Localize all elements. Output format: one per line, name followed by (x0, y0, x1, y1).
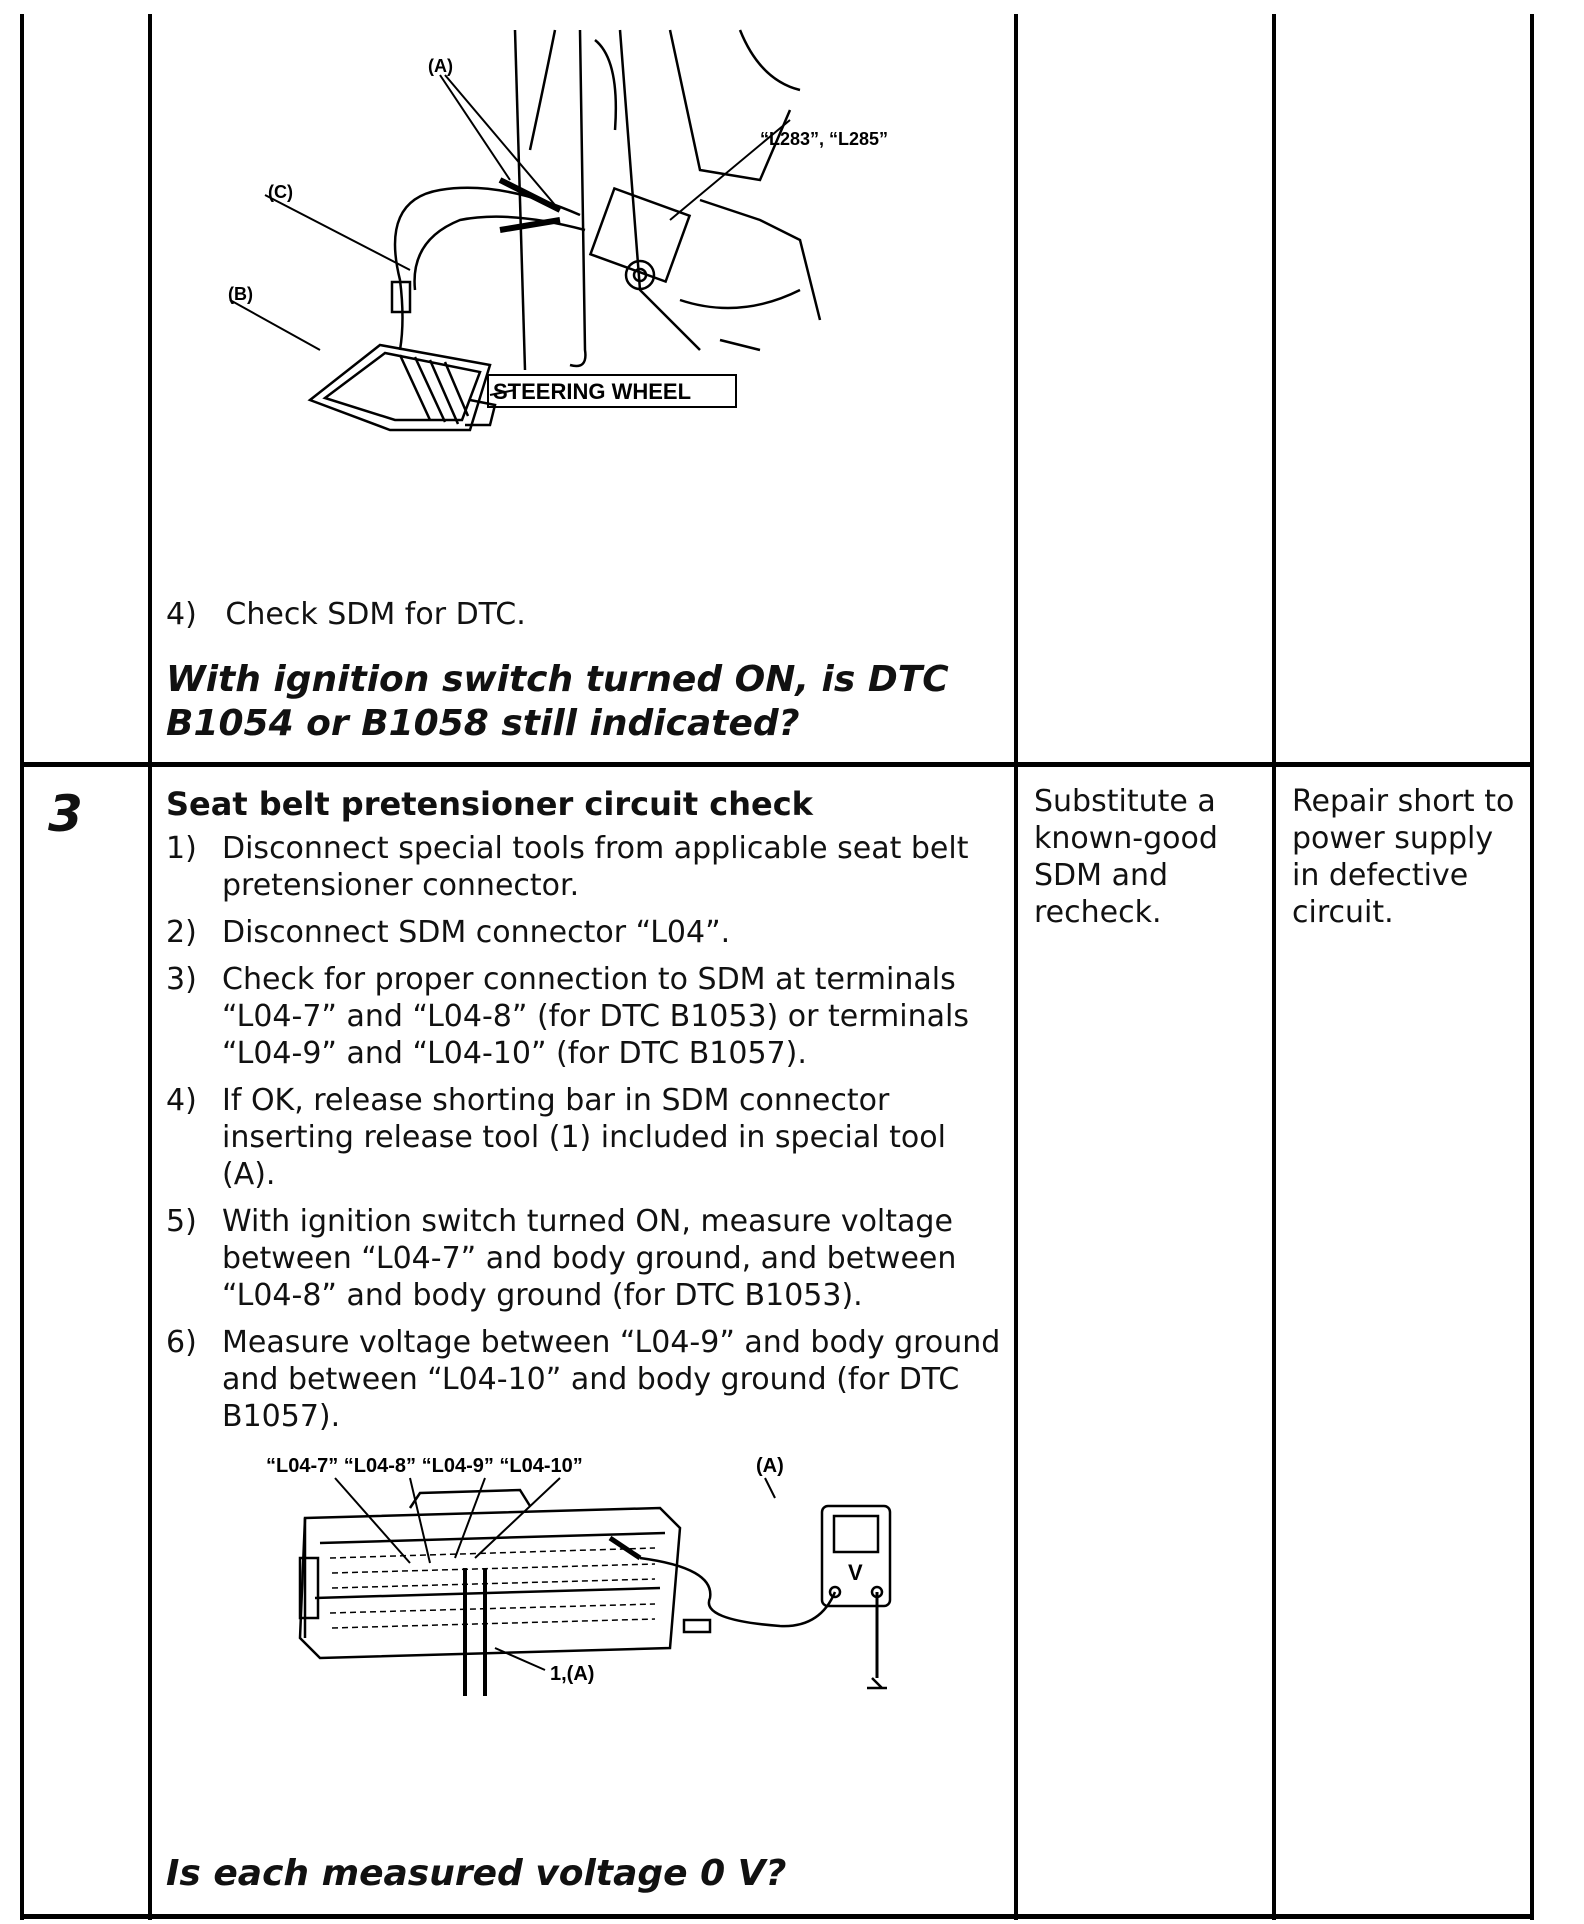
list-item (166, 830, 1002, 904)
prev-step-4-text: Check SDM for DTC. (225, 597, 526, 632)
list-item-text: Measure voltage between “L04-9” and body ground and between “L04-10” and body ground (for DTC B1057). (222, 1325, 1001, 1434)
step-list (166, 830, 1002, 1445)
list-item-num: 6) (166, 1325, 197, 1360)
sdm-connector-diagram (260, 1448, 920, 1708)
fig1-label-b: (B) (228, 284, 253, 304)
list-item (166, 1324, 1002, 1435)
fig2-voltmeter-v: V (848, 1560, 863, 1585)
table-divider-col3 (1272, 14, 1276, 1920)
fig1-label-a: (A) (428, 56, 453, 76)
table-divider-col1 (148, 14, 152, 1920)
list-item-text: If OK, release shorting bar in SDM connector inserting release tool (1) included in special tool (A). (222, 1083, 946, 1192)
prev-question-line1: With ignition switch turned ON, is DTC (166, 659, 949, 700)
prev-step-4-num: 4) (166, 597, 197, 632)
step-heading: Seat belt pretensioner circuit check (166, 785, 813, 823)
list-item-num: 3) (166, 962, 197, 997)
steering-wheel-diagram-svg (200, 20, 960, 460)
prev-question-line2: B1054 or B1058 still indicated? (166, 703, 800, 744)
row-divider (20, 762, 1534, 767)
steering-wheel-diagram (200, 20, 960, 460)
list-item-num: 4) (166, 1083, 197, 1118)
table-border-right (1530, 14, 1534, 1920)
fig1-label-steering-wheel: STEERING WHEEL (493, 379, 692, 404)
fig2-label-tool: 1,(A) (550, 1663, 595, 1685)
list-item (166, 961, 1002, 1072)
list-item-num: 2) (166, 915, 197, 950)
list-item-text: Disconnect SDM connector “L04”. (222, 915, 731, 950)
sdm-connector-diagram-svg (260, 1448, 920, 1708)
list-item-num: 5) (166, 1204, 197, 1239)
list-item-num: 1) (166, 831, 197, 866)
fig2-label-a: (A) (756, 1455, 784, 1477)
list-item-text: Disconnect special tools from applicable seat belt pretensioner connector. (222, 831, 969, 903)
step-question: Is each measured voltage 0 V? (166, 1853, 787, 1894)
prev-question (166, 658, 1006, 746)
step-number: 3 (48, 785, 83, 843)
list-item-text: With ignition switch turned ON, measure voltage between “L04-7” and body ground, and between “L04-8” and body ground (for DTC B1053). (222, 1204, 957, 1313)
list-item (166, 1082, 1002, 1193)
list-item (166, 1203, 1002, 1314)
fig1-label-c: (C) (268, 182, 293, 202)
no-action: Repair short to power supply in defective circuit. (1292, 784, 1515, 930)
fig2-terminal-labels: “L04-7” “L04-8” “L04-9” “L04-10” (266, 1455, 583, 1477)
list-item (166, 914, 1002, 951)
table-border-bottom (20, 1914, 1534, 1919)
prev-step-4 (166, 596, 526, 633)
table-border-left (20, 14, 24, 1920)
yes-action: Substitute a known-good SDM and recheck. (1034, 784, 1218, 930)
fig1-label-connectors: “L283”, “L285” (760, 129, 889, 149)
table-divider-col2 (1014, 14, 1018, 1920)
list-item-text: Check for proper connection to SDM at terminals “L04-7” and “L04-8” (for DTC B1053) or terminals “L04-9” and “L04-10” (for DTC B1057). (222, 962, 969, 1071)
